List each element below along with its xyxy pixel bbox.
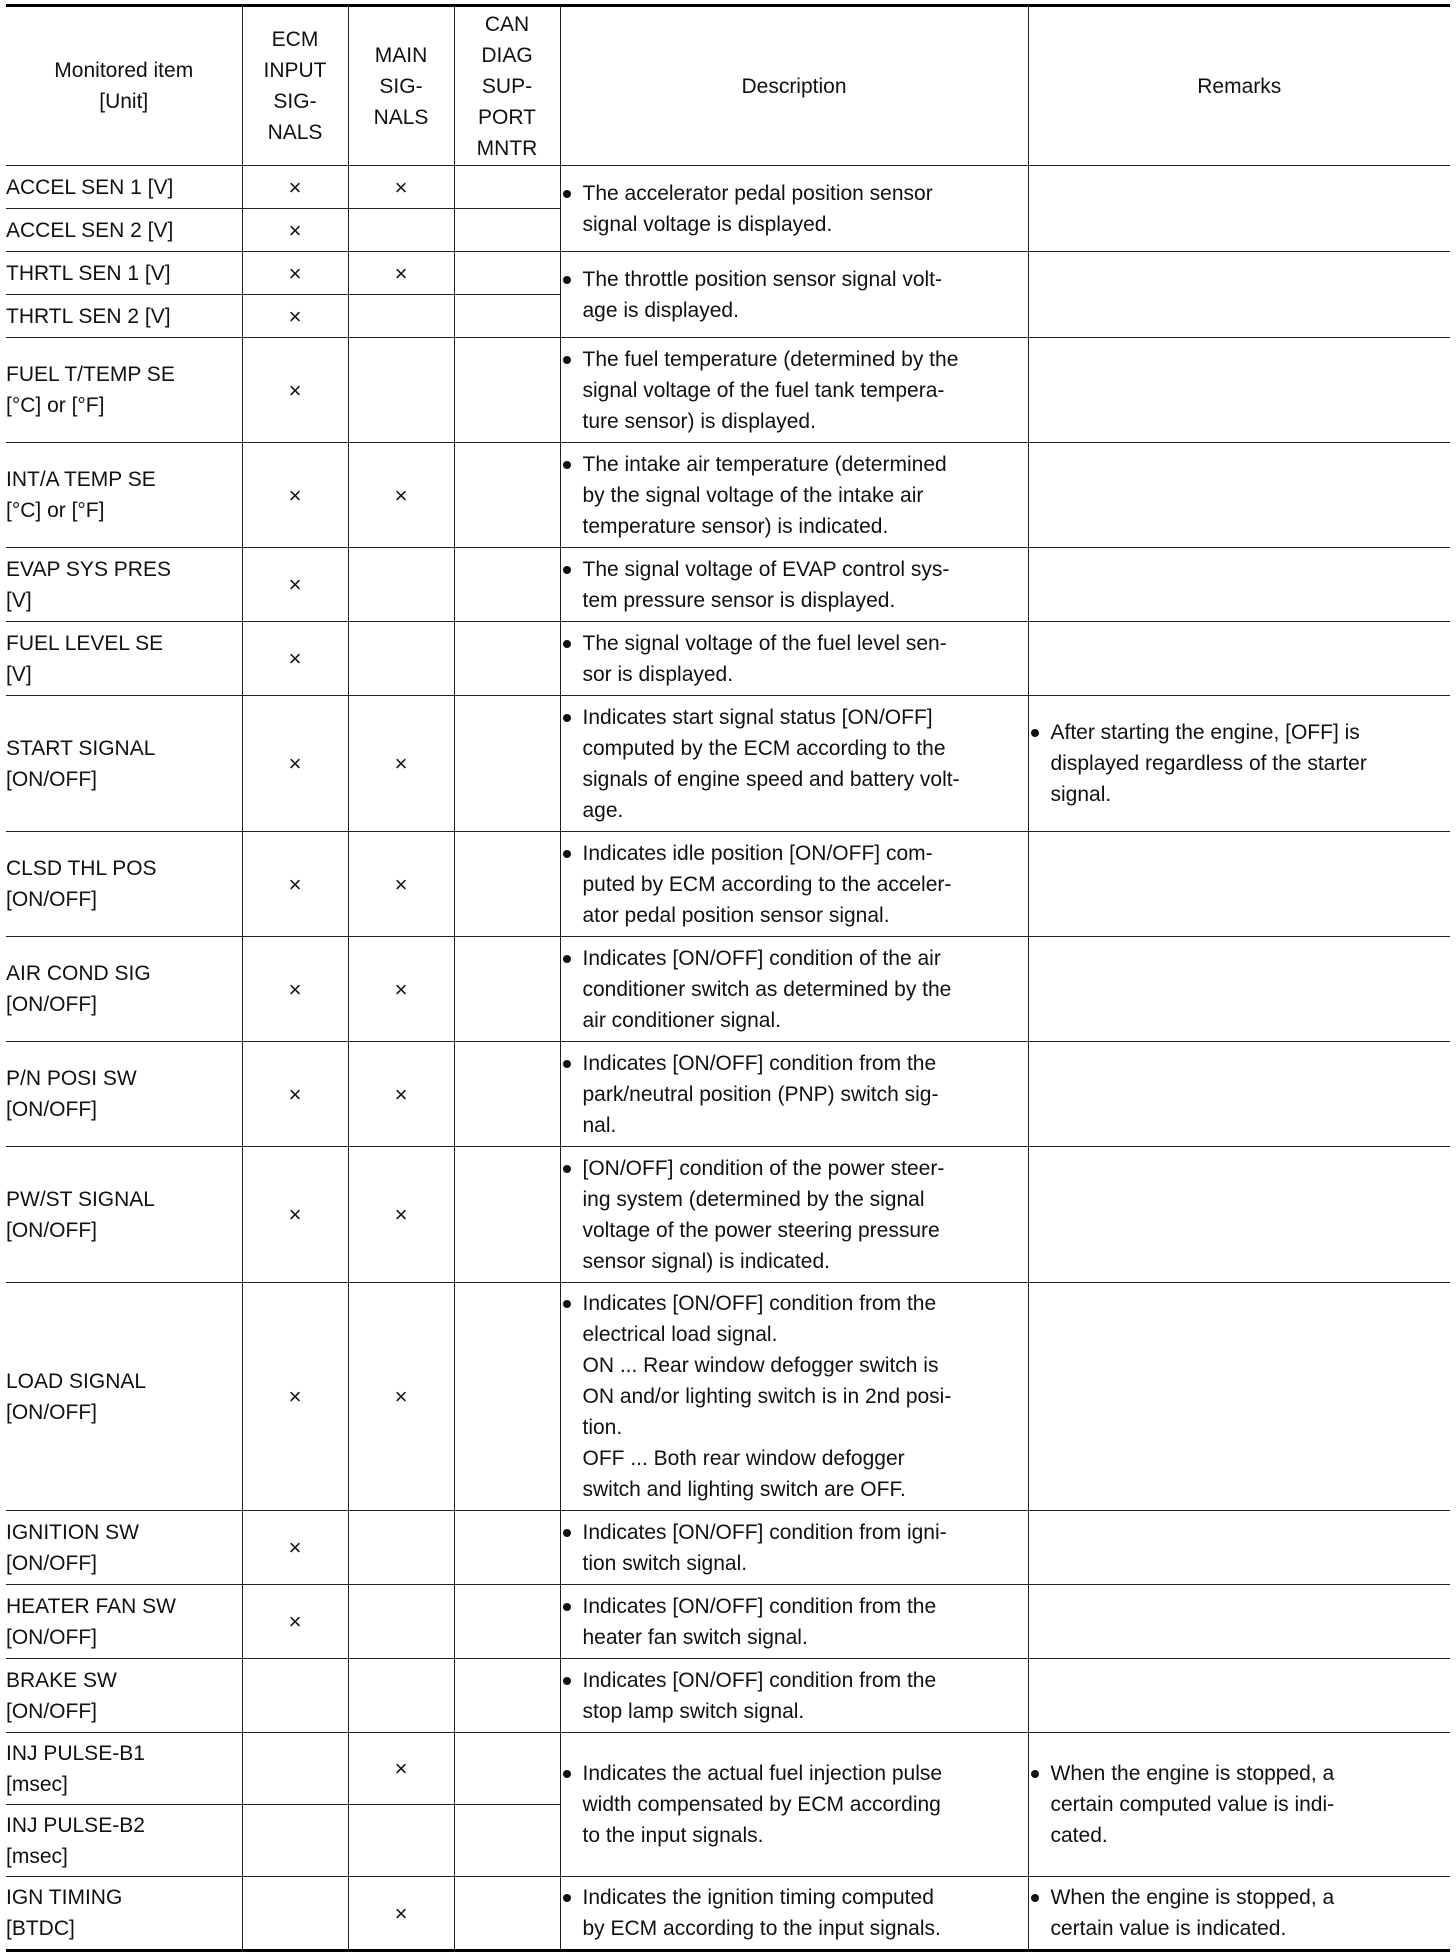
table-row bbox=[6, 832, 1450, 937]
bullet-dot-icon bbox=[563, 1894, 571, 1902]
monitored-item-cell: IGN TIMING [BTDC] bbox=[6, 1877, 242, 1951]
monitored-item-cell: P/N POSI SW [ON/OFF] bbox=[6, 1042, 242, 1147]
description-cell bbox=[560, 166, 1028, 252]
main-mark-cell bbox=[348, 338, 454, 443]
bullet-item bbox=[561, 1153, 1028, 1277]
description-cell bbox=[560, 1585, 1028, 1659]
remarks-cell bbox=[1028, 443, 1450, 548]
bullet-dot-icon bbox=[563, 1300, 571, 1308]
main-mark-cell bbox=[348, 1805, 454, 1877]
ecm-mark-cell: × bbox=[242, 338, 348, 443]
bullet-dot-icon bbox=[563, 190, 571, 198]
bullet-item bbox=[561, 1048, 1028, 1141]
bullet-item bbox=[561, 1517, 1028, 1579]
bullet-item bbox=[561, 943, 1028, 1036]
table-row bbox=[6, 443, 1450, 548]
can-mark-cell bbox=[454, 209, 560, 252]
table-row bbox=[6, 696, 1450, 832]
bullet-item bbox=[561, 1882, 1028, 1944]
ecm-mark-cell: × bbox=[242, 295, 348, 338]
ecm-mark-cell: × bbox=[242, 1585, 348, 1659]
description-text: Indicates [ON/OFF] condition from the park/neutral position (PNP) switch sig- nal. bbox=[582, 1051, 939, 1137]
description-text: Indicates start signal status [ON/OFF] computed by the ECM according to the signals of engine speed and battery volt- age. bbox=[582, 705, 960, 822]
can-mark-cell bbox=[454, 338, 560, 443]
bullet-dot-icon bbox=[563, 1770, 571, 1778]
header-can-diag-support: CAN DIAG SUP- PORT MNTR bbox=[454, 6, 560, 166]
monitored-item-cell: BRAKE SW [ON/OFF] bbox=[6, 1659, 242, 1733]
bullet-item bbox=[561, 628, 1028, 690]
main-mark-cell bbox=[348, 1659, 454, 1733]
bullet-dot-icon bbox=[563, 1165, 571, 1173]
monitored-item-cell: ACCEL SEN 1 [V] bbox=[6, 166, 242, 209]
header-description: Description bbox=[560, 6, 1028, 166]
bullet-item bbox=[561, 1665, 1028, 1727]
header-ecm-input-signals: ECM INPUT SIG- NALS bbox=[242, 6, 348, 166]
bullet-dot-icon bbox=[563, 850, 571, 858]
can-mark-cell bbox=[454, 1283, 560, 1511]
monitored-items-table bbox=[6, 4, 1450, 1952]
main-mark-cell: × bbox=[348, 1733, 454, 1805]
bullet-item bbox=[561, 1591, 1028, 1653]
ecm-mark-cell: × bbox=[242, 1283, 348, 1511]
header-main-signals: MAIN SIG- NALS bbox=[348, 6, 454, 166]
ecm-mark-cell: × bbox=[242, 1042, 348, 1147]
bullet-dot-icon bbox=[563, 276, 571, 284]
remarks-cell bbox=[1028, 338, 1450, 443]
table-row bbox=[6, 338, 1450, 443]
table-row bbox=[6, 1283, 1450, 1511]
remarks-text: When the engine is stopped, a certain value is indicated. bbox=[1050, 1886, 1335, 1940]
ecm-mark-cell bbox=[242, 1877, 348, 1951]
ecm-mark-cell: × bbox=[242, 166, 348, 209]
bullet-item bbox=[1029, 1758, 1451, 1851]
remarks-cell bbox=[1028, 1877, 1450, 1951]
description-text: Indicates [ON/OFF] condition of the air conditioner switch as determined by the air conditioner signal. bbox=[582, 946, 952, 1032]
description-cell bbox=[560, 1147, 1028, 1283]
ecm-mark-cell: × bbox=[242, 1511, 348, 1585]
table-body bbox=[6, 166, 1450, 1951]
bullet-item bbox=[561, 449, 1028, 542]
bullet-dot-icon bbox=[563, 1060, 571, 1068]
remarks-cell bbox=[1028, 1283, 1450, 1511]
main-mark-cell: × bbox=[348, 1042, 454, 1147]
ecm-mark-cell: × bbox=[242, 209, 348, 252]
ecm-mark-cell: × bbox=[242, 548, 348, 622]
description-text: Indicates [ON/OFF] condition from the electrical load signal. ON ... Rear window defogger switch is ON and/or lighting switch is in 2nd posi- tion. OFF ... Both rear window defogger switch and lighting switch are OFF. bbox=[582, 1292, 952, 1501]
monitored-item-cell: HEATER FAN SW [ON/OFF] bbox=[6, 1585, 242, 1659]
monitored-item-cell: IGNITION SW [ON/OFF] bbox=[6, 1511, 242, 1585]
bullet-dot-icon bbox=[563, 461, 571, 469]
table-row bbox=[6, 166, 1450, 209]
description-cell bbox=[560, 832, 1028, 937]
remarks-cell bbox=[1028, 696, 1450, 832]
can-mark-cell bbox=[454, 1147, 560, 1283]
ecm-mark-cell: × bbox=[242, 937, 348, 1042]
remarks-cell bbox=[1028, 1733, 1450, 1877]
bullet-dot-icon bbox=[1031, 729, 1039, 737]
description-text: Indicates idle position [ON/OFF] com- puted by ECM according to the acceler- ator pedal position sensor signal. bbox=[582, 841, 952, 927]
main-mark-cell bbox=[348, 622, 454, 696]
bullet-dot-icon bbox=[563, 1529, 571, 1537]
table-row bbox=[6, 1733, 1450, 1805]
remarks-cell bbox=[1028, 1147, 1450, 1283]
remarks-cell bbox=[1028, 166, 1450, 252]
table-row bbox=[6, 1877, 1450, 1951]
bullet-item bbox=[561, 838, 1028, 931]
bullet-item bbox=[561, 702, 1028, 826]
description-cell bbox=[560, 548, 1028, 622]
bullet-dot-icon bbox=[563, 566, 571, 574]
can-mark-cell bbox=[454, 832, 560, 937]
can-mark-cell bbox=[454, 622, 560, 696]
table-row bbox=[6, 1659, 1450, 1733]
table-row bbox=[6, 1511, 1450, 1585]
bullet-dot-icon bbox=[1031, 1894, 1039, 1902]
description-cell bbox=[560, 1659, 1028, 1733]
description-cell bbox=[560, 252, 1028, 338]
can-mark-cell bbox=[454, 1659, 560, 1733]
remarks-text: When the engine is stopped, a certain computed value is indi- cated. bbox=[1050, 1762, 1335, 1847]
description-cell bbox=[560, 937, 1028, 1042]
ecm-mark-cell: × bbox=[242, 1147, 348, 1283]
bullet-dot-icon bbox=[1031, 1770, 1039, 1778]
main-mark-cell: × bbox=[348, 696, 454, 832]
can-mark-cell bbox=[454, 1511, 560, 1585]
description-text: The throttle position sensor signal volt- age is displayed. bbox=[582, 267, 943, 322]
can-mark-cell bbox=[454, 696, 560, 832]
main-mark-cell bbox=[348, 548, 454, 622]
main-mark-cell: × bbox=[348, 1283, 454, 1511]
description-cell bbox=[560, 1733, 1028, 1877]
main-mark-cell: × bbox=[348, 937, 454, 1042]
description-text: [ON/OFF] condition of the power steer- ing system (determined by the signal voltage of the power steering pressure sensor signal) is indicated. bbox=[582, 1156, 945, 1273]
main-mark-cell: × bbox=[348, 443, 454, 548]
monitored-item-cell: LOAD SIGNAL [ON/OFF] bbox=[6, 1283, 242, 1511]
header-monitored-item: Monitored item [Unit] bbox=[6, 6, 242, 166]
description-text: The signal voltage of EVAP control sys- tem pressure sensor is displayed. bbox=[582, 557, 950, 612]
remarks-cell bbox=[1028, 832, 1450, 937]
description-cell bbox=[560, 1042, 1028, 1147]
table-row bbox=[6, 1147, 1450, 1283]
description-text: Indicates [ON/OFF] condition from the heater fan switch signal. bbox=[582, 1594, 937, 1649]
main-mark-cell bbox=[348, 1511, 454, 1585]
main-mark-cell: × bbox=[348, 1877, 454, 1951]
bullet-item bbox=[1029, 1882, 1451, 1944]
main-mark-cell: × bbox=[348, 1147, 454, 1283]
bullet-dot-icon bbox=[563, 356, 571, 364]
header-remarks: Remarks bbox=[1028, 6, 1450, 166]
bullet-dot-icon bbox=[563, 714, 571, 722]
can-mark-cell bbox=[454, 1805, 560, 1877]
monitored-item-cell: FUEL T/TEMP SE [°C] or [°F] bbox=[6, 338, 242, 443]
main-mark-cell bbox=[348, 209, 454, 252]
monitored-item-cell: AIR COND SIG [ON/OFF] bbox=[6, 937, 242, 1042]
ecm-mark-cell bbox=[242, 1659, 348, 1733]
ecm-mark-cell: × bbox=[242, 832, 348, 937]
remarks-cell bbox=[1028, 1585, 1450, 1659]
bullet-item bbox=[561, 1758, 1028, 1851]
main-mark-cell: × bbox=[348, 166, 454, 209]
ecm-mark-cell: × bbox=[242, 443, 348, 548]
remarks-cell bbox=[1028, 252, 1450, 338]
table-row bbox=[6, 1042, 1450, 1147]
can-mark-cell bbox=[454, 1042, 560, 1147]
main-mark-cell: × bbox=[348, 832, 454, 937]
description-cell bbox=[560, 1511, 1028, 1585]
description-text: Indicates [ON/OFF] condition from igni- tion switch signal. bbox=[582, 1520, 947, 1575]
description-cell bbox=[560, 1283, 1028, 1511]
can-mark-cell bbox=[454, 252, 560, 295]
can-mark-cell bbox=[454, 443, 560, 548]
remarks-cell bbox=[1028, 937, 1450, 1042]
can-mark-cell bbox=[454, 295, 560, 338]
remarks-cell bbox=[1028, 1659, 1450, 1733]
ecm-mark-cell: × bbox=[242, 622, 348, 696]
table-row bbox=[6, 622, 1450, 696]
remarks-cell bbox=[1028, 1042, 1450, 1147]
monitored-item-cell: START SIGNAL [ON/OFF] bbox=[6, 696, 242, 832]
monitored-item-cell: THRTL SEN 2 [V] bbox=[6, 295, 242, 338]
monitored-item-cell: ACCEL SEN 2 [V] bbox=[6, 209, 242, 252]
monitored-item-cell: INJ PULSE-B1 [msec] bbox=[6, 1733, 242, 1805]
monitored-item-cell: INT/A TEMP SE [°C] or [°F] bbox=[6, 443, 242, 548]
main-mark-cell: × bbox=[348, 252, 454, 295]
bullet-dot-icon bbox=[563, 1677, 571, 1685]
main-mark-cell bbox=[348, 295, 454, 338]
bullet-dot-icon bbox=[563, 640, 571, 648]
description-cell bbox=[560, 1877, 1028, 1951]
description-text: Indicates the ignition timing computed by ECM according to the input signals. bbox=[582, 1886, 941, 1940]
ecm-mark-cell: × bbox=[242, 252, 348, 295]
can-mark-cell bbox=[454, 1585, 560, 1659]
ecm-mark-cell bbox=[242, 1733, 348, 1805]
monitored-item-cell: EVAP SYS PRES [V] bbox=[6, 548, 242, 622]
bullet-item bbox=[561, 1288, 1028, 1505]
description-text: The fuel temperature (determined by the signal voltage of the fuel tank tempera- ture sensor) is displayed. bbox=[582, 347, 959, 433]
remarks-cell bbox=[1028, 548, 1450, 622]
bullet-item bbox=[1029, 717, 1451, 810]
table-row bbox=[6, 937, 1450, 1042]
bullet-item bbox=[561, 554, 1028, 616]
remarks-cell bbox=[1028, 1511, 1450, 1585]
table-row bbox=[6, 252, 1450, 295]
can-mark-cell bbox=[454, 937, 560, 1042]
table-row bbox=[6, 548, 1450, 622]
bullet-dot-icon bbox=[563, 955, 571, 963]
remarks-cell bbox=[1028, 622, 1450, 696]
ecm-mark-cell bbox=[242, 1805, 348, 1877]
bullet-item bbox=[561, 344, 1028, 437]
description-text: The signal voltage of the fuel level sen- sor is displayed. bbox=[582, 631, 947, 686]
monitored-item-cell: INJ PULSE-B2 [msec] bbox=[6, 1805, 242, 1877]
can-mark-cell bbox=[454, 1733, 560, 1805]
monitored-item-cell: PW/ST SIGNAL [ON/OFF] bbox=[6, 1147, 242, 1283]
description-cell bbox=[560, 622, 1028, 696]
table-row bbox=[6, 1585, 1450, 1659]
header-row bbox=[6, 6, 1450, 166]
description-cell bbox=[560, 696, 1028, 832]
ecm-mark-cell: × bbox=[242, 696, 348, 832]
monitored-item-cell: THRTL SEN 1 [V] bbox=[6, 252, 242, 295]
description-text: The intake air temperature (determined by the signal voltage of the intake air temperature sensor) is indicated. bbox=[582, 452, 947, 538]
monitored-item-cell: CLSD THL POS [ON/OFF] bbox=[6, 832, 242, 937]
can-mark-cell bbox=[454, 166, 560, 209]
description-text: Indicates [ON/OFF] condition from the stop lamp switch signal. bbox=[582, 1668, 937, 1723]
description-cell bbox=[560, 443, 1028, 548]
bullet-item bbox=[561, 178, 1028, 240]
monitored-item-cell: FUEL LEVEL SE [V] bbox=[6, 622, 242, 696]
description-cell bbox=[560, 338, 1028, 443]
description-text: The accelerator pedal position sensor signal voltage is displayed. bbox=[582, 181, 933, 236]
bullet-dot-icon bbox=[563, 1603, 571, 1611]
main-mark-cell bbox=[348, 1585, 454, 1659]
can-mark-cell bbox=[454, 548, 560, 622]
description-text: Indicates the actual fuel injection pulse width compensated by ECM according to the input signals. bbox=[582, 1762, 943, 1847]
bullet-item bbox=[561, 264, 1028, 326]
can-mark-cell bbox=[454, 1877, 560, 1951]
remarks-text: After starting the engine, [OFF] is displayed regardless of the starter signal. bbox=[1050, 721, 1367, 806]
